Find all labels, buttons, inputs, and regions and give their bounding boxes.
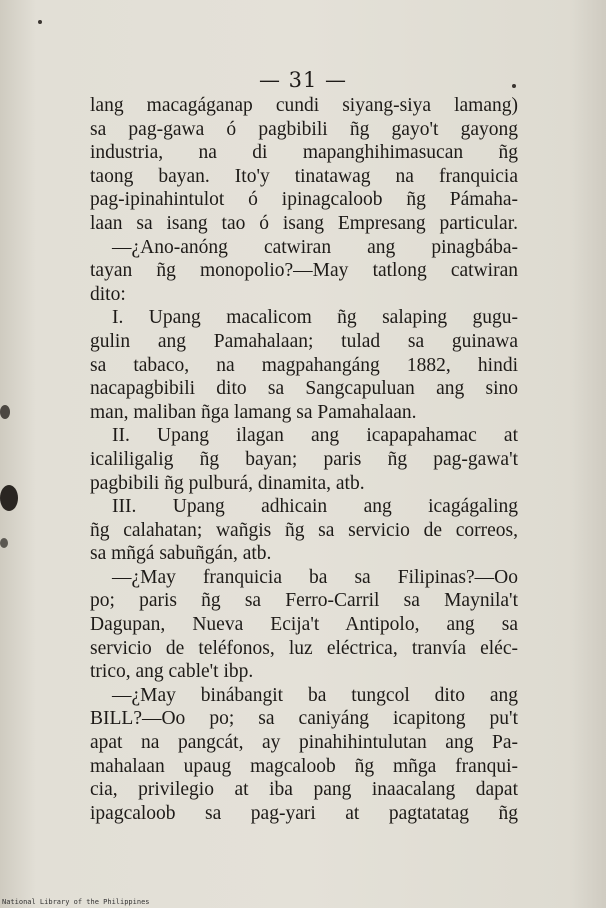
text-line: III. Upang adhicain ang icagágaling — [112, 496, 518, 518]
text-line: ipagcaloob sa pag-yari at pagtatatag ñg — [90, 802, 518, 824]
text-line: tayan ñg monopolio?—May tatlong catwiran — [90, 260, 518, 282]
text-line: man, maliban ñga lamang sa Pamahalaan. — [90, 401, 417, 423]
library-footer: National Library of the Philippines — [2, 898, 150, 906]
text-line: sa pag-gawa ó pagbibili ñg gayo't gayong — [90, 118, 518, 140]
text-line: —¿May franquicia ba sa Filipinas?—Oo — [112, 566, 518, 588]
body-text — [90, 94, 518, 825]
text-line: mahalaan upaug magcaloob ñg mñga franqui- — [90, 755, 518, 777]
binding-hole-mark — [0, 538, 8, 548]
text-line: trico, ang cable't ibp. — [90, 661, 254, 683]
text-line: —¿May binábangit ba tungcol dito ang — [112, 684, 518, 706]
text-line: dito: — [90, 283, 126, 305]
text-line: ñg calahatan; wañgis ñg sa servicio de correos, — [90, 519, 518, 541]
text-line: BILL?—Oo po; sa caniyáng icapitong pu't — [90, 708, 518, 730]
text-line: sa tabaco, na magpahangáng 1882, hindi — [90, 354, 518, 376]
binding-hole-mark — [0, 485, 18, 511]
text-line: nacapagbibili dito sa Sangcapuluan ang sino — [90, 378, 518, 400]
text-line: —¿Ano-anóng catwiran ang pinagbába- — [112, 236, 518, 258]
text-line: II. Upang ilagan ang icapapahamac at — [112, 425, 518, 447]
text-line: icaliligalig ñg bayan; paris ñg pag-gawa't — [90, 448, 518, 470]
ink-speck — [38, 20, 42, 24]
text-line: industria, na di mapanghihimasucan ñg — [90, 142, 518, 164]
text-line: servicio de teléfonos, luz eléctrica, tranvía eléc- — [90, 637, 518, 659]
text-line: taong bayan. Ito'y tinatawag na franquicia — [90, 165, 518, 187]
text-line: sa mñgá sabuñgán, atb. — [90, 543, 272, 565]
text-line: laan sa isang tao ó isang Empresang particular. — [90, 212, 518, 234]
text-line: pag-ipinahintulot ó ipinagcaloob ñg Pámaha- — [90, 189, 518, 211]
text-line: Dagupan, Nueva Ecija't Antipolo, ang sa — [90, 614, 518, 636]
text-line: pagbibili ñg pulburá, dinamita, atb. — [90, 472, 365, 494]
text-line: po; paris ñg sa Ferro-Carril sa Maynila't — [90, 590, 518, 612]
text-line: lang macagáganap cundi siyang-siya lamang) — [90, 95, 518, 116]
text-line: gulin ang Pamahalaan; tulad sa guinawa — [90, 330, 518, 352]
text-line: cia, privilegio at iba pang inaacalang dapat — [90, 779, 518, 801]
text-line: apat na pangcát, ay pinahihintulutan ang Pa- — [90, 732, 518, 754]
binding-hole-mark — [0, 405, 10, 419]
text-line: I. Upang macalicom ñg salaping gugu- — [112, 307, 518, 329]
page-number: — 31 — — [258, 68, 348, 92]
